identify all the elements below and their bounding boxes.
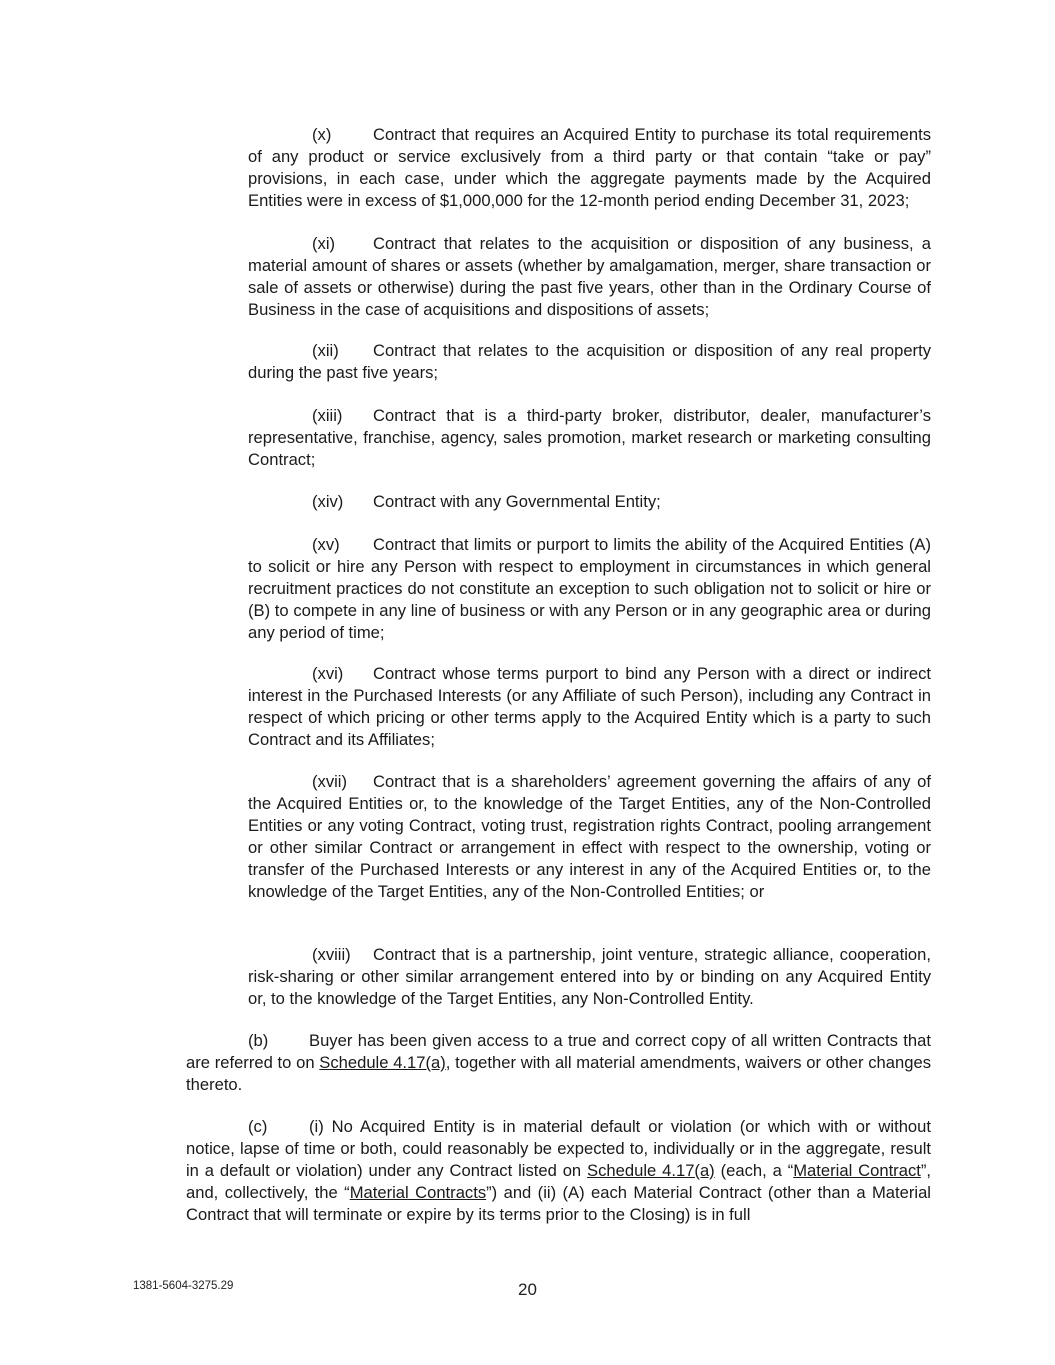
list-item-xii	[248, 340, 931, 384]
section-text: , together with all material amendments, waivers or other changes thereto.	[186, 1053, 932, 1094]
list-item-xiv	[248, 491, 931, 513]
section-b	[186, 1030, 931, 1096]
item-number: (xi)	[312, 234, 336, 253]
item-text: Contract that is a third-party broker, distributor, dealer, manufacturer’s representative, franchise, agency, sales promotion, market research or marketing consulting Contract;	[248, 406, 931, 469]
section-c	[186, 1116, 931, 1226]
item-text: Contract with any Governmental Entity;	[373, 492, 661, 511]
item-number: (xv)	[312, 535, 340, 554]
item-number: (xvii)	[312, 772, 348, 791]
item-text: Contract whose terms purport to bind any Person with a direct or indirect interest in the Purchased Interests (or any Affiliate of such Person), including any Contract in respect of which pricing or other terms apply to the Acquired Entity which is a party to such Contract and its Affiliates;	[248, 664, 931, 749]
page-number: 20	[518, 1280, 537, 1299]
section-number: (b)	[248, 1031, 269, 1050]
list-item-x	[248, 124, 931, 212]
item-text: Contract that is a shareholders’ agreement governing the affairs of any of the Acquired Entities or, to the knowledge of the Target Entities, any of the Non-Controlled Entities or any voting Contract, voting trust, registration rights Contract, pooling arrangement or other similar Contract or arrangement in effect with respect to the ownership, voting or transfer of the Purchased Interests or any interest in any of the Acquired Entities or, to the knowledge of the Target Entities, any of the Non-Controlled Entities; or	[248, 772, 931, 901]
list-item-xvii	[248, 771, 931, 903]
schedule-reference: Schedule 4.17(a)	[587, 1161, 715, 1180]
item-text: Contract that is a partnership, joint venture, strategic alliance, cooperation, risk-sharing or other similar arrangement entered into by or binding on any Acquired Entity or, to the knowledge of the Target Entities, any Non-Controlled Entity.	[248, 945, 931, 1008]
item-text: Contract that relates to the acquisition or disposition of any real property during the past five years;	[248, 341, 931, 382]
document-id: 1381-5604-3275.29	[133, 1280, 234, 1292]
section-text: ”) and (ii) (A) each Material Contract (other than a Material Contract that will terminate or expire by its terms prior to the Closing) is in full	[186, 1183, 931, 1224]
item-number: (xiv)	[312, 492, 344, 511]
item-text: Contract that limits or purport to limits the ability of the Acquired Entities (A) to solicit or hire any Person with respect to employment in circumstances in which general recruitment practices do not constitute an exception to such obligation not to solicit or hire or (B) to compete in any line of business or with any Person or in any geographic area or during any period of time;	[248, 535, 931, 642]
section-text: (each, a “	[714, 1161, 794, 1180]
list-item-xv	[248, 534, 931, 644]
item-text: Contract that relates to the acquisition or disposition of any business, a material amount of shares or assets (whether by amalgamation, merger, share transaction or sale of assets or otherwise) during the past five years, other than in the Ordinary Course of Business in the case of acquisitions and dispositions of assets;	[248, 234, 931, 319]
defined-term: Material Contracts	[349, 1183, 487, 1202]
section-number: (c)	[248, 1117, 268, 1136]
item-number: (xii)	[312, 341, 339, 360]
item-number: (xvi)	[312, 664, 344, 683]
section-text: Buyer has been given access to a true and correct copy of all written Contracts that are referred to on	[186, 1031, 931, 1072]
list-item-xvi	[248, 663, 931, 751]
defined-term: Material Contract	[793, 1161, 921, 1180]
list-item-xi	[248, 233, 931, 321]
item-text: Contract that requires an Acquired Entity to purchase its total requirements of any product or service exclusively from a third party or that contain “take or pay” provisions, in each case, under which the aggregate payments made by the Acquired Entities were in excess of $1,000,000 for the 12-month period ending December 31, 2023;	[248, 125, 931, 210]
list-item-xviii	[248, 944, 931, 1010]
item-number: (x)	[312, 125, 332, 144]
schedule-reference: Schedule 4.17(a)	[319, 1053, 446, 1072]
item-number: (xiii)	[312, 406, 343, 425]
section-text: ”, and, collectively, the “	[186, 1161, 931, 1202]
item-number: (xviii)	[312, 945, 351, 964]
section-text: (i) No Acquired Entity is in material default or violation (or which with or without notice, lapse of time or both, could reasonably be expected to, individually or in the aggregate, result in a default or violation) under any Contract listed on	[186, 1117, 931, 1180]
list-item-xiii	[248, 405, 931, 471]
